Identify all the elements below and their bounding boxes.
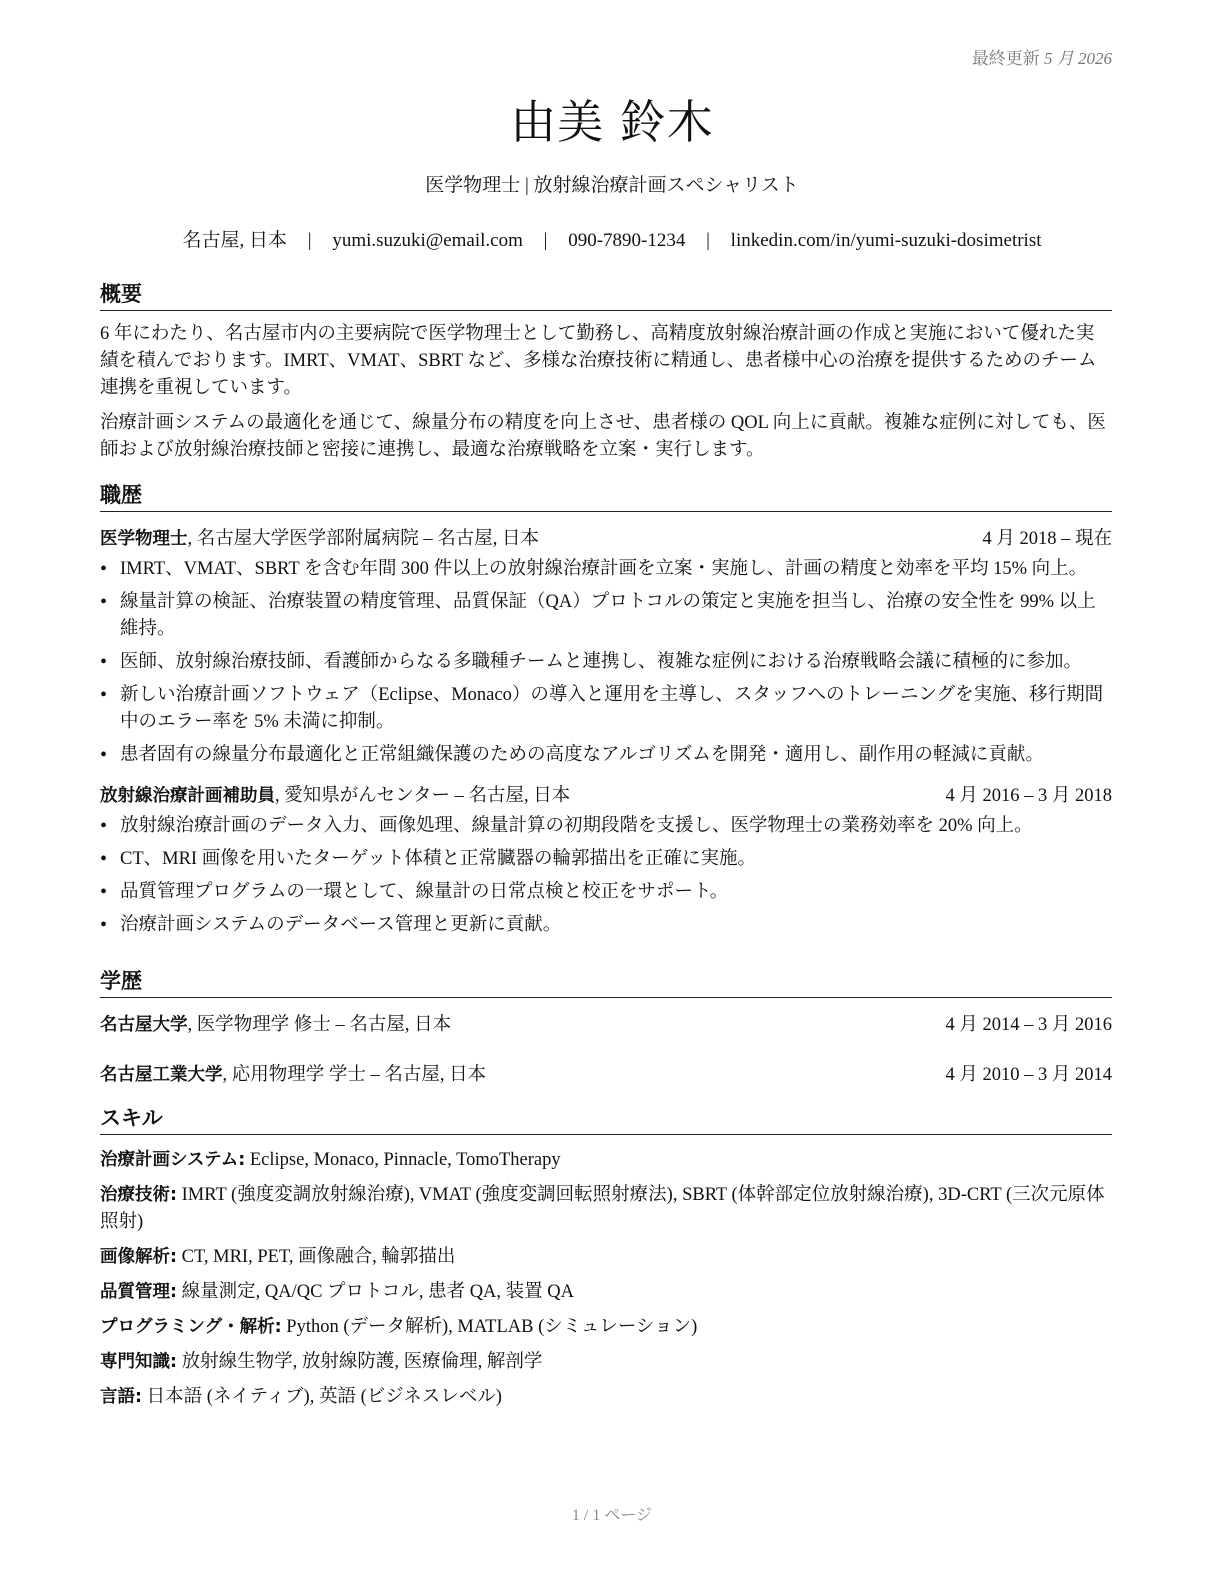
skill-value: CT, MRI, PET, 画像融合, 輪郭描出 [177,1247,456,1267]
updated-label: 最終更新 [971,49,1040,68]
skill-value: 線量測定, QA/QC プロトコル, 患者 QA, 装置 QA [177,1282,575,1302]
list-item: • IMRT、VMAT、SBRT を含む年間 300 件以上の放射線治療計画を立案・実施し、計画の精度と効率を平均 15% 向上。 [120,556,1112,583]
education-dates: 4 月 2010 – 3 月 2014 [945,1065,1112,1085]
skills-heading: スキル [100,1102,1112,1135]
skill-label: 言語: [100,1387,142,1407]
job-org: , 名古屋大学医学部附属病院 – 名古屋, 日本 [187,529,540,549]
job-header [100,783,1112,809]
job-entry [100,783,1112,939]
job-bullets [100,813,1112,939]
skill-value: Python (データ解析), MATLAB (シミュレーション) [281,1317,698,1337]
skill-value: 日本語 (ネイティブ), 英語 (ビジネスレベル) [142,1387,502,1407]
skill-row [100,1244,1112,1271]
school-detail: , 医学物理学 修士 – 名古屋, 日本 [187,1015,452,1035]
summary-paragraph: 治療計画システムの最適化を通じて、線量分布の精度を向上させ、患者様の QOL 向上に貢献。複雑な症例に対しても、医師および放射線治療技師と密接に連携し、最適な治療戦略を立案・実行します。 [100,413,1106,460]
school-name: 名古屋工業大学 [100,1065,223,1085]
contact-linkedin[interactable]: linkedin.com/in/yumi-suzuki-dosimetrist [730,230,1042,251]
list-item: • 放射線治療計画のデータ入力、画像処理、線量計算の初期段階を支援し、医学物理士の業務効率を 20% 向上。 [120,813,1112,840]
list-item: • 品質管理プログラムの一環として、線量計の日常点検と校正をサポート。 [120,879,1112,906]
skill-row [100,1147,1112,1174]
education-entry [100,1012,1112,1038]
education-dates: 4 月 2014 – 3 月 2016 [945,1015,1112,1035]
skill-value: 放射線生物学, 放射線防護, 医療倫理, 解剖学 [177,1352,543,1372]
contact-separator: | [307,230,312,251]
job-org: , 愛知県がんセンター – 名古屋, 日本 [275,786,571,806]
job-header [100,526,1112,552]
candidate-name: 由美 鈴木 [510,95,714,149]
contact-line [0,225,1224,252]
experience-heading: 職歴 [100,479,1112,512]
contact-phone[interactable]: 090-7890-1234 [568,230,686,251]
skill-label: 品質管理: [100,1282,177,1302]
skill-value: Eclipse, Monaco, Pinnacle, TomoTherapy [245,1150,561,1170]
experience-section [100,479,1112,945]
list-item: • 新しい治療計画ソフトウェア（Eclipse、Monaco）の導入と運用を主導し、スタッフへのトレーニングを実施、移行期間中のエラー率を 5% 未満に抑制。 [120,682,1112,736]
updated-month: 5 月 [1044,49,1074,68]
list-item: • 治療計画システムのデータベース管理と更新に貢献。 [120,912,1112,939]
skill-value: IMRT (強度変調放射線治療), VMAT (強度変調回転照射療法), SBRT (体幹部定位放射線治療), 3D-CRT (三次元原体照射) [100,1185,1105,1232]
skill-row [100,1384,1112,1411]
skill-row [100,1314,1112,1341]
skill-label: 治療計画システム: [100,1150,246,1170]
skills-section [100,1102,1112,1419]
skill-row [100,1349,1112,1376]
job-entry [100,526,1112,769]
skill-row [100,1182,1112,1236]
job-dates: 4 月 2018 – 現在 [982,529,1112,549]
contact-email[interactable]: yumi.suzuki@email.com [332,230,523,251]
school-detail: , 応用物理学 学士 – 名古屋, 日本 [222,1065,487,1085]
summary-paragraph: 6 年にわたり、名古屋市内の主要病院で医学物理士として勤務し、高精度放射線治療計画の作成と実施において優れた実績を積んでおります。IMRT、VMAT、SBRT など、多様な治療技術に精通し、患者様中心の治療を提供するためのチーム連携を重視しています。 [100,324,1097,398]
job-dates: 4 月 2016 – 3 月 2018 [945,786,1112,806]
job-bullets [100,556,1112,769]
list-item: • 線量計算の検証、治療装置の精度管理、品質保証（QA）プロトコルの策定と実施を担当し、治療の安全性を 99% 以上維持。 [120,589,1112,643]
list-item: • CT、MRI 画像を用いたターゲット体積と正常臓器の輪郭描出を正確に実施。 [120,846,1112,873]
contact-separator: | [706,230,710,251]
job-title: 放射線治療計画補助員 [100,786,275,806]
skill-row [100,1279,1112,1306]
updated-year: 2026 [1078,49,1112,68]
candidate-headline: 医学物理士 | 放射線治療計画スペシャリスト [425,175,799,196]
skill-label: 画像解析: [100,1247,177,1267]
skill-label: 専門知識: [100,1352,177,1372]
education-entry [100,1062,1112,1088]
education-heading: 学歴 [100,965,1112,998]
skills-list [100,1147,1112,1411]
last-updated [972,44,1112,69]
list-item: • 患者固有の線量分布最適化と正常組織保護のための高度なアルゴリズムを開発・適用し、副作用の軽減に貢献。 [120,742,1112,769]
contact-separator: | [543,230,548,251]
summary-section [100,278,1112,464]
education-section [100,965,1112,1088]
skill-label: 治療技術: [100,1185,177,1205]
list-item: • 医師、放射線治療技師、看護師からなる多職種チームと連携し、複雑な症例における治療戦略会議に積極的に参加。 [120,649,1112,676]
school-name: 名古屋大学 [100,1015,188,1035]
job-title: 医学物理士 [100,529,188,549]
page-number: 1 / 1 ページ [571,1507,653,1524]
skill-label: プログラミング・解析: [100,1317,282,1337]
summary-heading: 概要 [100,278,1112,311]
contact-location: 名古屋, 日本 [182,230,287,251]
